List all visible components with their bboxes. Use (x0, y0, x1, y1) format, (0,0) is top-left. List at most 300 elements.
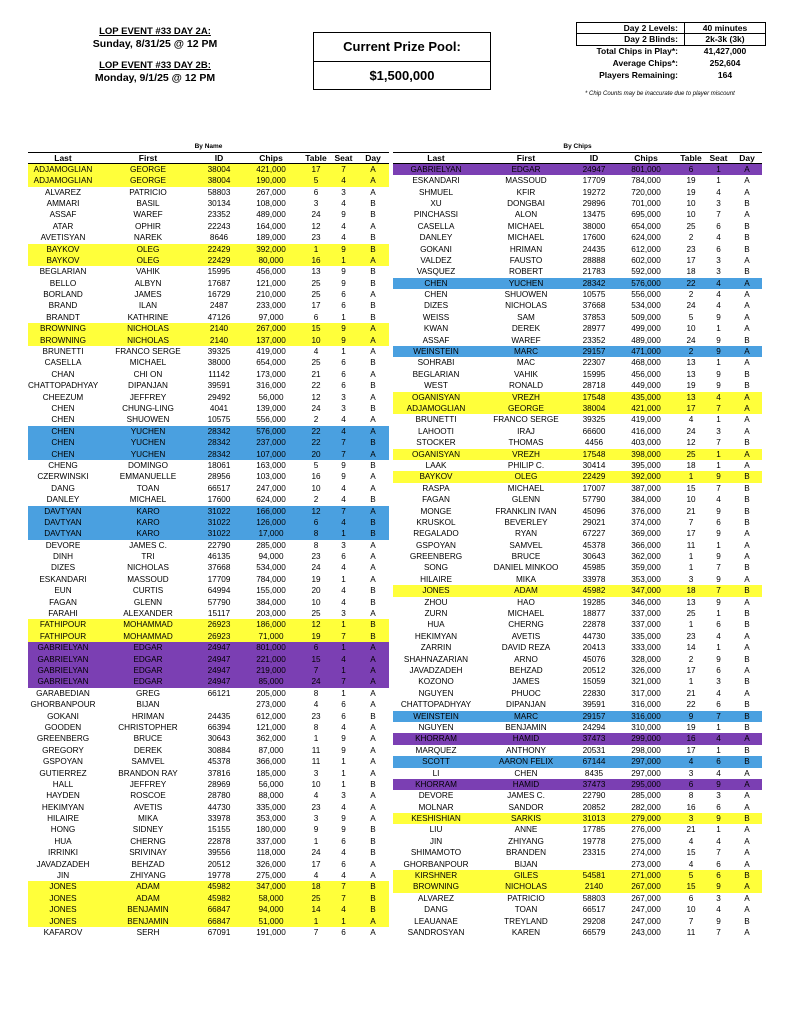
table-row (28, 824, 389, 835)
cell-seat: 1 (341, 620, 346, 630)
cell-table: 24 (311, 404, 321, 413)
cell-table: 21 (686, 688, 696, 698)
table-row (393, 574, 762, 585)
cell-day: A (370, 483, 376, 493)
table-row (28, 187, 389, 198)
cell-chips: 333,000 (631, 643, 661, 653)
cell-first: YUCHEN (130, 426, 166, 436)
cell-last: LEAUANAE (414, 916, 458, 926)
cell-id: 30884 (207, 745, 231, 755)
cell-table: 3 (688, 768, 694, 778)
cell-chips: 362,000 (256, 734, 286, 744)
cell-id: 67227 (582, 529, 606, 539)
cell-table: 24 (686, 335, 696, 345)
cell-first: KARO (136, 529, 160, 539)
cell-seat: 4 (341, 426, 346, 436)
cell-seat: 6 (716, 871, 721, 881)
cell-first: JAMES C. (129, 540, 167, 550)
cell-seat: 4 (716, 495, 721, 505)
cell-seat: 7 (341, 882, 346, 892)
cell-table: 5 (688, 312, 694, 322)
cell-id: 39325 (582, 415, 606, 425)
table-row (28, 209, 389, 220)
cell-table: 4 (688, 836, 694, 846)
event-day-2b (60, 60, 250, 84)
cell-chips: 468,000 (631, 358, 661, 368)
cell-last: CHENG (48, 460, 78, 470)
cell-table: 1 (313, 916, 319, 926)
cell-seat: 1 (716, 176, 721, 186)
table-row (28, 357, 389, 368)
table-row (28, 768, 389, 779)
cell-table: 25 (686, 609, 696, 619)
cell-chips: 155,000 (256, 586, 286, 596)
cell-chips: 624,000 (631, 233, 661, 243)
cell-id: 33978 (207, 814, 231, 824)
table-row (28, 904, 389, 915)
cell-id: 28969 (207, 779, 231, 789)
cell-last: LIU (429, 825, 443, 835)
cell-first: EDGAR (133, 665, 163, 675)
cell-first: BRANDEN (505, 848, 547, 858)
cell-last: DANLEY (419, 233, 453, 243)
cell-chips: 121,000 (256, 722, 286, 732)
cell-table: 6 (313, 312, 319, 322)
table-row (28, 164, 389, 175)
cell-table: 5 (313, 176, 319, 186)
cell-first: SAM (517, 312, 535, 322)
cell-chips: 701,000 (631, 198, 661, 208)
cell-day: B (744, 244, 750, 254)
cell-id: 58803 (207, 187, 231, 197)
cell-day: B (744, 711, 750, 721)
cell-table: 4 (313, 700, 319, 710)
header-table: Table (305, 153, 327, 163)
cell-id: 28342 (207, 438, 231, 448)
cell-table: 10 (311, 483, 321, 493)
cell-table: 10 (686, 324, 696, 334)
cell-last: JIN (56, 871, 70, 881)
cell-id: 45982 (207, 893, 231, 903)
cell-id: 66394 (207, 722, 231, 732)
cell-day: B (370, 358, 376, 368)
cell-id: 22243 (207, 221, 231, 231)
cell-seat: 4 (716, 688, 721, 698)
table-header (28, 152, 389, 164)
cell-day: B (370, 404, 376, 413)
cell-last: GREENBERG (36, 734, 90, 744)
cell-first: CHERNG (130, 836, 166, 846)
cell-last: ADJAMOGLIAN (406, 404, 466, 413)
cell-id: 22429 (582, 472, 606, 482)
cell-day: A (370, 290, 376, 300)
info-row (576, 34, 766, 46)
cell-first: OLEG (136, 244, 160, 254)
cell-day: B (370, 779, 376, 789)
cell-chips: 346,000 (631, 597, 661, 607)
cell-last: GHORBANPOUR (403, 859, 469, 869)
cell-table: 1 (313, 734, 319, 744)
cell-day: A (744, 187, 750, 197)
cell-table: 25 (311, 290, 321, 300)
cell-id: 22429 (207, 244, 231, 254)
cell-last: CZERWINSKI (37, 472, 89, 482)
cell-chips: 271,000 (631, 871, 661, 881)
cell-seat: 9 (716, 574, 721, 584)
table-row (28, 733, 389, 744)
cell-last: ASSAF (49, 210, 77, 220)
cell-table: 15 (311, 324, 321, 334)
cell-chips: 173,000 (256, 369, 286, 379)
cell-last: BORLAND (43, 290, 83, 300)
cell-day: B (744, 814, 750, 824)
cell-seat: 4 (341, 233, 346, 243)
cell-table: 9 (313, 825, 319, 835)
cell-day: A (744, 290, 750, 300)
cell-first: CHI ON (133, 369, 163, 379)
cell-last: KHORRAM (415, 779, 457, 789)
cell-seat: 4 (716, 631, 721, 641)
cell-first: DONGBAI (507, 198, 545, 208)
table-row (393, 312, 762, 323)
cell-id: 33978 (582, 574, 606, 584)
cell-first: YUCHEN (130, 449, 166, 459)
cell-last: NGUYEN (418, 722, 454, 732)
cell-day: A (744, 768, 750, 778)
cell-table: 2 (688, 233, 694, 243)
cell-last: GABRIELYAN (410, 164, 462, 174)
cell-first: ILAN (138, 301, 158, 311)
cell-chips: 326,000 (256, 859, 286, 869)
cell-first: BENJAMIN (505, 722, 547, 732)
cell-day: A (370, 859, 376, 869)
cell-first: DIPANJAN (506, 700, 546, 710)
cell-table: 6 (313, 643, 319, 653)
cell-day: A (370, 757, 376, 767)
cell-chips: 654,000 (256, 358, 286, 368)
cell-chips: 398,000 (631, 449, 661, 459)
cell-chips: 205,000 (256, 688, 286, 698)
cell-day: A (370, 814, 376, 824)
cell-id: 29021 (582, 517, 606, 527)
table-row (28, 608, 389, 619)
chip-count-note: * Chip Counts may be inaccurate due to player miscount (585, 91, 735, 97)
cell-chips: 801,000 (631, 164, 661, 174)
cell-id: 45378 (207, 757, 231, 767)
cell-last: BAYKOV (46, 255, 80, 265)
cell-first: FAUSTO (509, 255, 543, 265)
cell-table: 15 (686, 882, 696, 892)
cell-last: DEVORE (45, 540, 81, 550)
table-row (393, 221, 762, 232)
cell-chips: 94,000 (258, 552, 284, 562)
cell-table: 17 (686, 529, 696, 539)
table-row (393, 357, 762, 368)
table-row (28, 881, 389, 892)
cell-id: 28977 (582, 324, 606, 334)
cell-first: SHUOWEN (126, 415, 170, 425)
cell-seat: 3 (716, 893, 721, 903)
cell-last: ALVAREZ (417, 893, 455, 903)
cell-first: GREG (135, 688, 161, 698)
cell-id: 54581 (582, 871, 606, 881)
prize-pool-label: Current Prize Pool: (314, 33, 490, 62)
cell-seat: 1 (341, 688, 346, 698)
cell-chips: 335,000 (631, 631, 661, 641)
cell-day: B (370, 495, 376, 505)
cell-day: B (744, 745, 750, 755)
cell-last: KRUSKOL (416, 517, 456, 527)
cell-seat: 1 (716, 609, 721, 619)
cell-seat: 7 (341, 631, 346, 641)
cell-id: 66600 (582, 426, 606, 436)
cell-id: 66517 (207, 483, 231, 493)
cell-last: DEVORE (418, 791, 454, 801)
cell-seat: 3 (341, 609, 346, 619)
cell-seat: 4 (716, 301, 721, 311)
cell-seat: 7 (341, 506, 346, 516)
table-row (28, 699, 389, 710)
info-label: Day 2 Levels: (576, 22, 684, 34)
cell-chips: 384,000 (256, 597, 286, 607)
cell-first: OLEG (136, 255, 160, 265)
cell-id: 29208 (582, 916, 606, 926)
cell-id: 19285 (582, 597, 606, 607)
cell-id: 67144 (582, 757, 606, 767)
cell-chips: 299,000 (631, 734, 661, 744)
cell-chips: 376,000 (631, 506, 661, 516)
cell-last: HEKIMYAN (414, 631, 458, 641)
cell-chips: 592,000 (631, 267, 661, 277)
cell-seat: 9 (341, 244, 346, 254)
cell-first: DAVID REZA (501, 643, 551, 653)
table-row (28, 551, 389, 562)
cell-id: 45378 (582, 540, 606, 550)
table-row (393, 392, 762, 403)
table-row (393, 232, 762, 243)
cell-chips: 416,000 (631, 426, 661, 436)
cell-day: B (370, 620, 376, 630)
info-label: Total Chips in Play*: (596, 46, 678, 56)
cell-chips: 185,000 (256, 768, 286, 778)
cell-id: 24947 (582, 164, 606, 174)
cell-last: ESKANDARI (412, 176, 460, 186)
cell-seat: 9 (716, 381, 721, 391)
cell-day: A (744, 859, 750, 869)
cell-id: 24294 (582, 722, 606, 732)
cell-table: 13 (686, 392, 696, 402)
cell-seat: 4 (341, 654, 346, 664)
cell-day: B (370, 825, 376, 835)
cell-last: DAVTYAN (44, 517, 82, 527)
cell-id: 37473 (582, 734, 606, 744)
cell-id: 26923 (207, 620, 231, 630)
cell-table: 9 (688, 711, 694, 721)
cell-chips: 51,000 (258, 916, 284, 926)
cell-seat: 9 (716, 506, 721, 516)
cell-chips: 801,000 (256, 643, 286, 653)
cell-id: 39591 (207, 381, 231, 391)
table-row (28, 244, 389, 255)
cell-seat: 7 (716, 404, 721, 413)
cell-last: NGUYEN (418, 688, 454, 698)
cell-last: GSPOYAN (416, 540, 456, 550)
cell-table: 22 (311, 438, 321, 448)
cell-table: 13 (686, 597, 696, 607)
cell-id: 17785 (582, 825, 606, 835)
table-row (28, 836, 389, 847)
cell-last: CHEN (51, 438, 75, 448)
table-row (28, 460, 389, 471)
cell-chips: 282,000 (631, 802, 661, 812)
cell-first: JAMES C. (507, 791, 545, 801)
cell-last: JONES (49, 916, 77, 926)
cell-seat: 9 (341, 814, 346, 824)
table-caption: By Chips (563, 143, 592, 150)
cell-id: 57790 (582, 495, 606, 505)
cell-table: 10 (686, 495, 696, 505)
cell-table: 2 (313, 415, 319, 425)
table-row (393, 175, 762, 186)
cell-first: THOMAS (508, 438, 544, 448)
cell-last: VALDEZ (420, 255, 452, 265)
cell-id: 28718 (582, 381, 606, 391)
cell-table: 17 (686, 745, 696, 755)
cell-table: 17 (686, 665, 696, 675)
cell-chips: 139,000 (256, 404, 286, 413)
cell-last: KAFAROV (43, 927, 83, 937)
cell-first: PHUOC (511, 688, 541, 698)
cell-chips: 576,000 (256, 426, 286, 436)
cell-id: 45076 (582, 654, 606, 664)
cell-day: B (744, 198, 750, 208)
cell-first: MIKA (515, 574, 537, 584)
table-row (393, 187, 762, 198)
cell-day: A (744, 392, 750, 402)
cell-id: 28342 (207, 426, 231, 436)
cell-last: FARAHI (48, 609, 78, 619)
cell-day: A (744, 255, 750, 265)
table-row (28, 312, 389, 323)
cell-table: 22 (311, 426, 321, 436)
cell-last: DAVTYAN (44, 529, 82, 539)
cell-first: ANTHONY (505, 745, 547, 755)
cell-seat: 6 (716, 221, 721, 231)
table-row (28, 540, 389, 551)
cell-id: 17600 (582, 233, 606, 243)
cell-first: BRUCE (511, 552, 541, 562)
cell-table: 17 (311, 859, 321, 869)
table-row (28, 893, 389, 904)
cell-first: MICHAEL (507, 609, 545, 619)
cell-day: A (744, 927, 750, 937)
cell-day: A (370, 552, 376, 562)
cell-first: CURTIS (132, 586, 164, 596)
cell-seat: 9 (341, 267, 346, 277)
cell-table: 24 (686, 426, 696, 436)
cell-seat: 9 (716, 597, 721, 607)
cell-seat: 9 (716, 347, 721, 357)
cell-table: 10 (311, 597, 321, 607)
cell-day: A (744, 574, 750, 584)
table-row (393, 893, 762, 904)
cell-table: 10 (686, 905, 696, 915)
cell-seat: 3 (341, 187, 346, 197)
cell-seat: 9 (341, 745, 346, 755)
cell-first: KATHRINE (127, 312, 169, 322)
cell-day: B (744, 722, 750, 732)
cell-day: A (744, 540, 750, 550)
cell-first: TREYLAND (504, 916, 548, 926)
cell-table: 11 (311, 757, 321, 767)
table-row (28, 198, 389, 209)
cell-table: 15 (311, 654, 321, 664)
cell-first: GEORGE (130, 164, 166, 174)
cell-seat: 9 (341, 210, 346, 220)
cell-last: BROWNING (413, 882, 459, 892)
table-row (28, 597, 389, 608)
cell-table: 6 (313, 517, 319, 527)
cell-last: CHEEZUM (42, 392, 84, 402)
cell-first: PHILIP C. (507, 460, 545, 470)
cell-last: CHEN (51, 449, 75, 459)
cell-day: A (370, 176, 376, 186)
cell-day: A (370, 392, 376, 402)
cell-chips: 243,000 (631, 927, 661, 937)
cell-chips: 121,000 (256, 278, 286, 288)
table-row (28, 300, 389, 311)
cell-seat: 9 (341, 278, 346, 288)
cell-seat: 6 (341, 381, 346, 391)
cell-seat: 1 (716, 825, 721, 835)
cell-chips: 509,000 (631, 312, 661, 322)
cell-day: B (370, 529, 376, 539)
cell-last: SANDROSYAN (407, 927, 465, 937)
header-first: First (516, 153, 536, 163)
cell-table: 4 (688, 757, 694, 767)
cell-day: B (744, 916, 750, 926)
cell-last: GARABEDIAN (36, 688, 90, 698)
cell-first: SIDNEY (132, 825, 164, 835)
cell-day: B (370, 836, 376, 846)
cell-first: EDGAR (511, 164, 541, 174)
table-row (393, 437, 762, 448)
cell-day: B (370, 460, 376, 470)
cell-chips: 471,000 (631, 347, 661, 357)
cell-seat: 1 (716, 722, 721, 732)
cell-id: 30414 (582, 460, 606, 470)
cell-seat: 1 (341, 255, 346, 265)
table-row (28, 779, 389, 790)
cell-last: ASSAF (422, 335, 450, 345)
cell-chips: 720,000 (631, 187, 661, 197)
cell-day: B (370, 267, 376, 277)
cell-seat: 4 (341, 517, 346, 527)
cell-day: A (744, 643, 750, 653)
cell-id: 24947 (207, 654, 231, 664)
cell-day: A (744, 210, 750, 220)
cell-id: 24435 (207, 711, 231, 721)
cell-id: 24947 (207, 677, 231, 687)
table-row (28, 619, 389, 630)
cell-table: 25 (311, 893, 321, 903)
cell-seat: 6 (341, 290, 346, 300)
cell-last: SCOTT (422, 757, 450, 767)
cell-id: 24947 (207, 643, 231, 653)
cell-chips: 137,000 (256, 335, 286, 345)
cell-id: 39591 (582, 700, 606, 710)
cell-day: B (370, 905, 376, 915)
